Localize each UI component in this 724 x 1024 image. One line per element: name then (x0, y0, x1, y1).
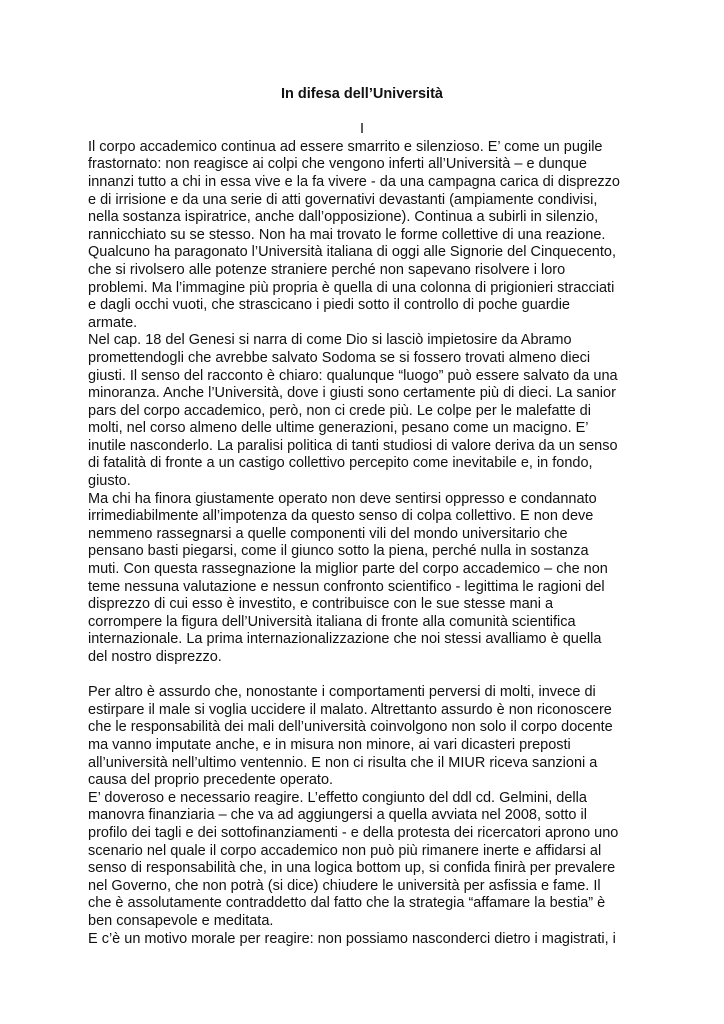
text-line: che è assolutamente contraddetto dal fatto che la strategia “affamare la bestia” è (88, 895, 606, 912)
text-line: frastornato: non reagisce ai colpi che vengono inferti all’Università – e dunque (88, 156, 587, 173)
text-line: nella sostanza ispiratrice, anche dall’opposizione). Continua a subirli in silenzio, (88, 209, 599, 226)
text-line: Ma chi ha finora giustamente operato non deve sentirsi oppresso e condannato (88, 490, 597, 507)
text-line: innanzi tutto a chi in essa vive e la fa vivere - da una campagna carica di disprezzo (88, 173, 620, 190)
text-line: giusto. (88, 473, 131, 490)
text-line: di fatalità di fronte a un castigo collettivo percepito come inevitabile e, in fondo, (88, 455, 593, 472)
text-line: che le responsabilità dei mali dell’università coinvolgono non solo il corpo docente (88, 719, 613, 736)
text-line: rannicchiato su se stesso. Non ha mai trovato le forme collettive di una reazione. (88, 226, 606, 243)
text-line: muti. Con questa rassegnazione la miglior parte del corpo accademico – che non (88, 561, 608, 578)
text-line: molti, nel corso almeno delle ultime generazioni, pesano come un macigno. E’ (88, 420, 589, 437)
text-line: pars del corpo accademico, però, non ci crede più. Le colpe per le malefatte di (88, 402, 591, 419)
text-line: e dagli occhi vuoti, che strascicano i piedi sotto il controllo di poche guardie (88, 297, 570, 314)
text-line: promettendogli che avrebbe salvato Sodoma se si fossero trovati almeno dieci (88, 349, 591, 366)
text-line: Qualcuno ha paragonato l’Università italiana di oggi alle Signorie del Cinquecento, (88, 244, 616, 261)
text-line: corrompere la figura dell’Università italiana di fronte alla comunità scientifica (88, 613, 576, 630)
document-body (88, 86, 636, 948)
text-line: teme nessuna valutazione e nessun confronto scientifico - legittima le ragioni del (88, 578, 605, 595)
text-line: profilo dei tagli e dei sottofinanziamenti - e della protesta dei ricercatori aprono uno (88, 824, 619, 841)
blank-line (88, 667, 636, 685)
text-line: irrimediabilmente all’impotenza da questo senso di colpa collettivo. E non deve (88, 508, 594, 525)
document-title: In difesa dell’Università (281, 86, 443, 102)
text-line: ben consapevole e meditata. (88, 912, 274, 929)
text-line: manovra finanziaria – che va ad aggiungersi a quella avviata nel 2008, sotto il (88, 807, 587, 824)
section-number: I (359, 121, 365, 138)
text-line: estirpare il male si voglia uccidere il malato. Altrettanto assurdo è non riconoscere (88, 701, 612, 718)
text-line: Per altro è assurdo che, nonostante i comportamenti perversi di molti, invece di (88, 684, 596, 701)
text-line: disprezzo di cui esso è investito, e contribuisce con le sue stesse mani a (88, 596, 554, 613)
text-line: giusti. Il senso del racconto è chiaro: qualunque “luogo” può essere salvato da una (88, 367, 618, 384)
text-line: senso di responsabilità che, in una logica bottom up, si confida finirà per prevalere (88, 860, 616, 877)
text-line: E’ doveroso e necessario reagire. L’effetto congiunto del ddl cd. Gelmini, della (88, 789, 587, 806)
text-line: ma vanno imputate anche, e in misura non minore, ai vari dicasteri preposti (88, 736, 571, 753)
text-line: scenario nel quale il corpo accademico non può più rimanere inerte e affidarsi al (88, 842, 602, 859)
text-line: nemmeno rassegnarsi a quelle componenti vili del mondo universitario che (88, 525, 568, 542)
text-line: internazionale. La prima internazionalizzazione che noi stessi avalliamo è quella (88, 631, 602, 648)
text-line: minoranza. Anche l’Università, dove i giusti sono certamente più di dieci. La sanior (88, 385, 616, 402)
blank-line (88, 104, 636, 122)
text-line: nel Governo, che non potrà (si dice) chiudere le università per asfissia e fame. Il (88, 877, 601, 894)
text-line: armate. (88, 314, 138, 331)
text-line: che si rivolsero alle potenze straniere perché non sapevano risolvere i loro (88, 261, 566, 278)
text-lines (88, 139, 636, 948)
text-line: E c’è un motivo morale per reagire: non possiamo nasconderci dietro i magistrati, i (88, 930, 616, 947)
text-line: Nel cap. 18 del Genesi si narra di come Dio si lasciò impietosire da Abramo (88, 332, 572, 349)
text-line: e di irrisione e da una serie di atti governativi devastanti (ampiamente condivisi, (88, 191, 598, 208)
text-line: causa del proprio precedente operato. (88, 772, 334, 789)
text-line: all’università nell’ultimo ventennio. E non ci risulta che il MIUR riceva sanzioni a (88, 754, 598, 771)
text-line: del nostro disprezzo. (88, 649, 222, 665)
text-line: Il corpo accademico continua ad essere smarrito e silenzioso. E’ come un pugile (88, 138, 603, 155)
text-line: pensano basti piegarsi, come il giunco sotto la piena, perché nulla in sostanza (88, 543, 589, 560)
text-line: problemi. Ma l’immagine più propria è quella di una colonna di prigionieri stracciati (88, 279, 615, 296)
text-line: inutile nasconderlo. La paralisi politica di tanti studiosi di valore deriva da un senso (88, 437, 618, 454)
